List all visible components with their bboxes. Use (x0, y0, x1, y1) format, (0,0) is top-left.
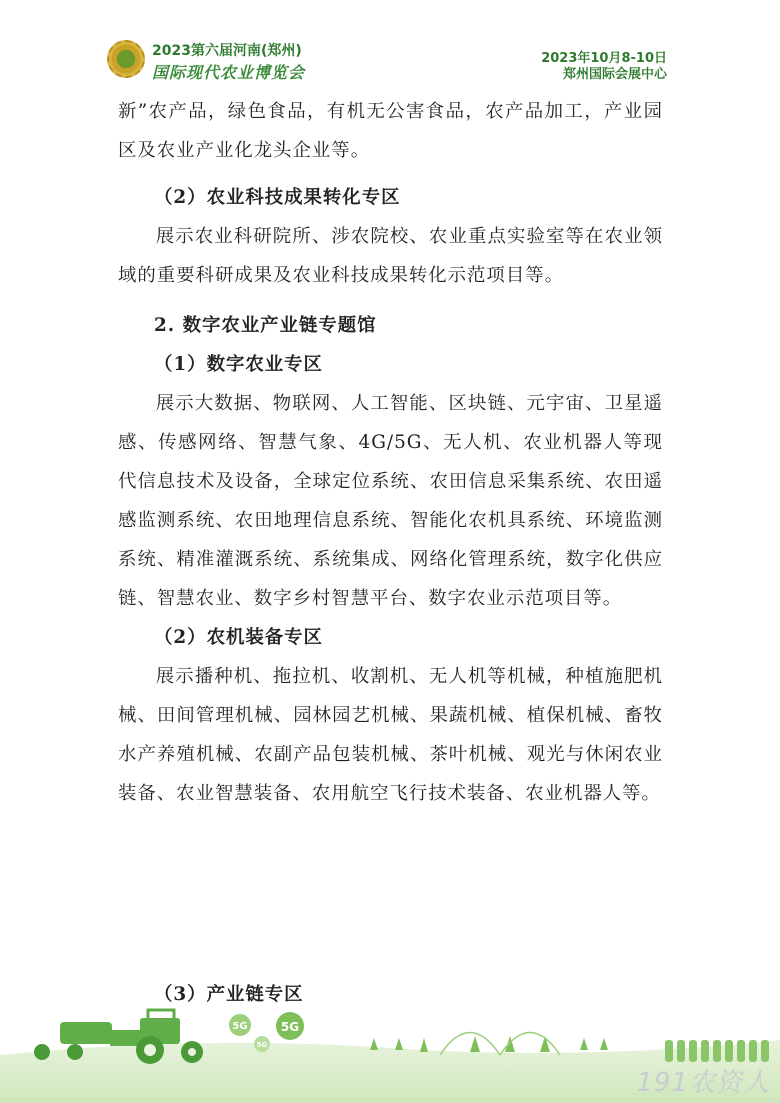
event-venue: 郑州国际会展中心 (562, 67, 667, 82)
expo-logo-icon (107, 40, 145, 78)
subsection-heading: （1）数字农业专区 (154, 354, 323, 375)
paragraph: 展示播种机、拖拉机、收割机、无人机等机械，种植施肥机械、田间管理机械、园林园艺机械、果蔬机械、植保机械、畜牧水产养殖机械、农副产品包装机械、茶叶机械、观光与休闲农业装备、农业智慧装备、农用航空飞行技术装备、农业机器人等。 (118, 666, 663, 804)
watermark-logo: 191农资人 (636, 1068, 770, 1098)
subsection-heading: （2）农业科技成果转化专区 (154, 187, 401, 208)
section-heading: 2. 数字农业产业链专题馆 (154, 315, 377, 336)
paragraph: 展示大数据、物联网、人工智能、区块链、元宇宙、卫星遥感、传感网络、智慧气象、4G/5G、无人机、农业机器人等现代信息技术及设备，全球定位系统、农田信息采集系统、农田遥感监测系统、农田地理信息系统、智能化农机具系统、环境监测系统、精准灌溉系统、系统集成、网络化管理系统，数字化供应链、智慧农业、数字乡村智慧平台、数字农业示范项目等。 (118, 393, 663, 609)
page-header (0, 0, 780, 95)
document-body (118, 92, 663, 813)
event-date: 2023年10月8-10日 (541, 51, 667, 66)
expo-title: 2023第六届河南(郑州) (152, 43, 302, 59)
expo-subtitle: 国际现代农业博览会 (152, 63, 306, 82)
5g-badge: 5G (280, 1020, 300, 1034)
5g-badge: 5G (232, 1021, 248, 1032)
5g-badge: 5G (256, 1041, 268, 1049)
wheat-icon (665, 1040, 769, 1062)
subsection-heading: （3）产业链专区 (154, 984, 304, 1005)
subsection-heading: （2）农机装备专区 (154, 627, 323, 648)
paragraph: 展示农业科研院所、涉农院校、农业重点实验室等在农业领域的重要科研成果及农业科技成果转化示范项目等。 (118, 226, 663, 286)
paragraph-continued: 新”农产品，绿色食品，有机无公害食品，农产品加工，产业园区及农业产业化龙头企业等。 (118, 101, 663, 161)
